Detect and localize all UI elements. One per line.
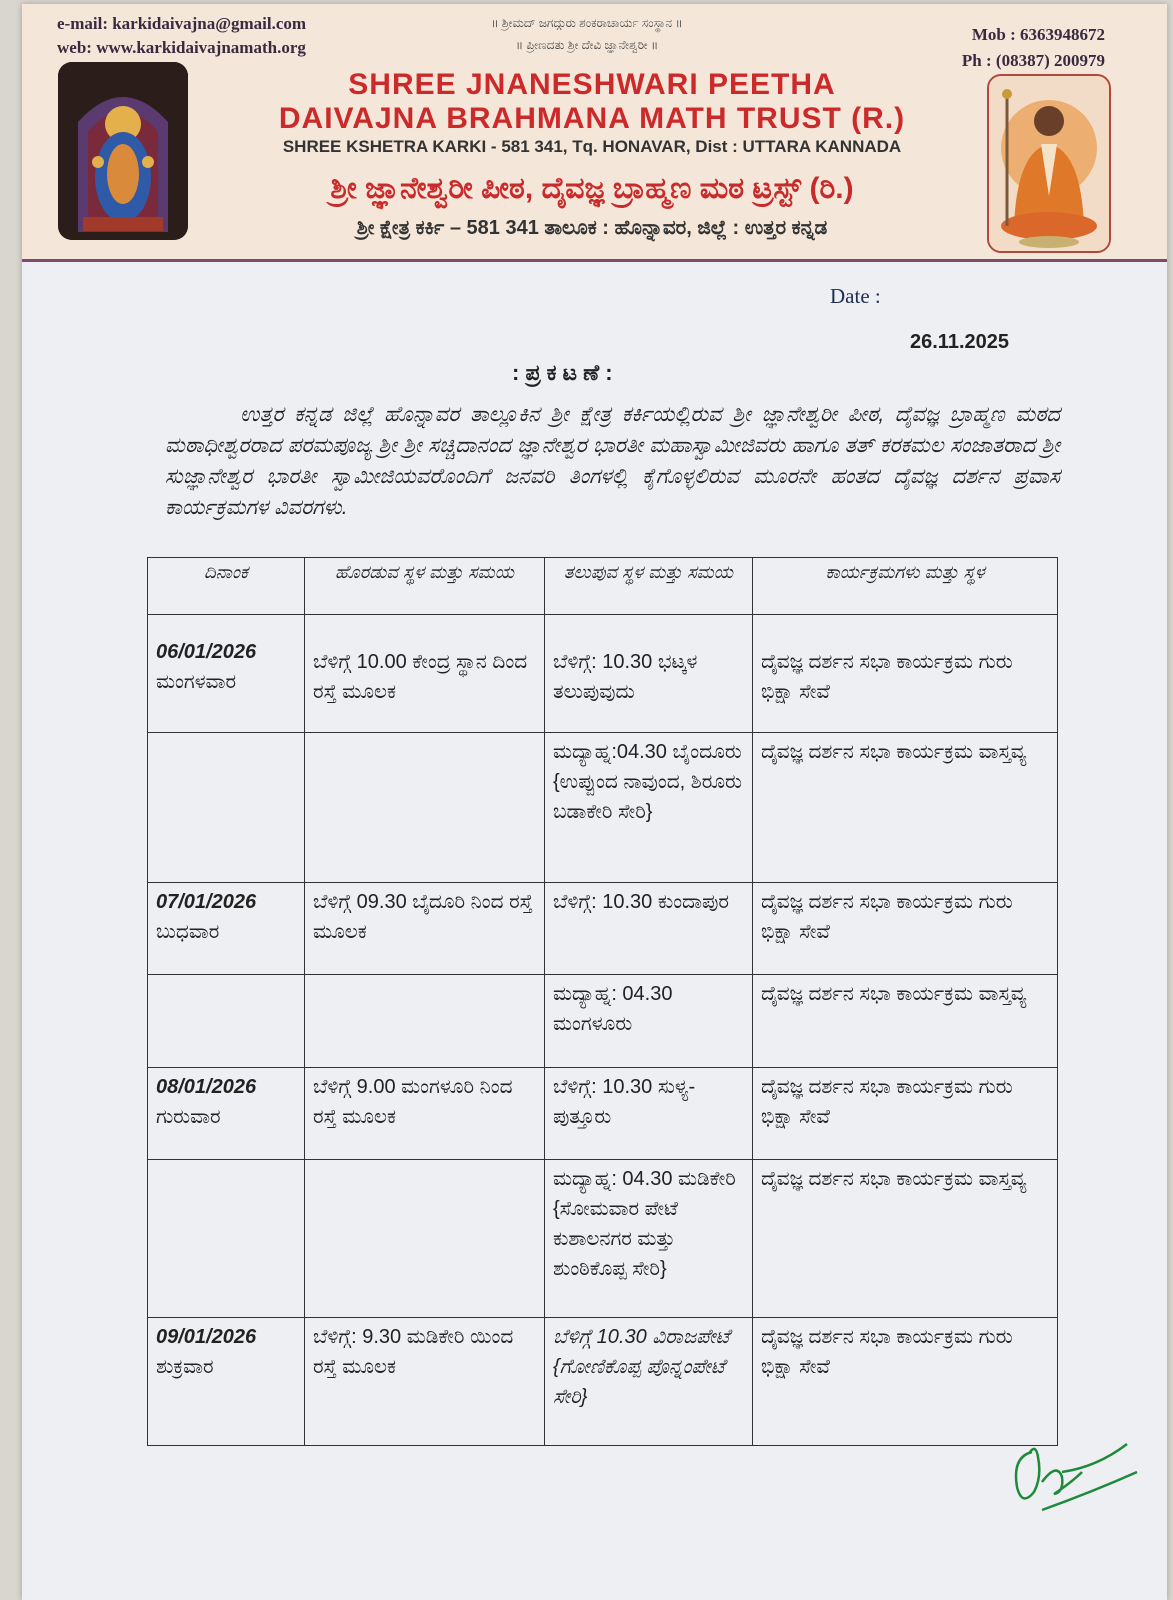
departure-cell <box>305 1318 545 1446</box>
notice-title: : ಪ್ರ ಕ ಟ ಣೆ : <box>512 360 613 385</box>
departure-text: ಬೆಳಿಗ್ಗೆ 9.00 ಮಂಗಳೂರಿ ನಿಂದ ರಸ್ತೆ ಮೂಲಕ <box>313 1076 513 1128</box>
invocation-line2: ॥ ಪ್ರೀಣದತು ಶ್ರೀ ದೇವಿ ಜ್ಞಾನೇಶ್ವರೀ ॥ <box>515 38 659 52</box>
contact-left <box>57 12 306 60</box>
row-date: 09/01/2026 <box>156 1326 257 1348</box>
invocation-line1: ॥ ಶ್ರೀಮದ್ ಜಗದ್ಗುರು ಶಂಕರಾಚಾರ್ಯ ಸಂಸ್ಥಾನ ॥ <box>491 16 683 30</box>
arrival-cell <box>545 1068 753 1160</box>
program-cell <box>753 975 1058 1068</box>
arrival-text: ಬೆಳಿಗ್ಗೆ: 10.30 ಸುಳ್ಯ-ಪುತ್ತೂರು <box>553 1076 696 1128</box>
letterhead <box>22 4 1167 262</box>
program-text: ದೈವಜ್ಞ ದರ್ಶನ ಸಭಾ ಕಾರ್ಯಕ್ರಮ ಗುರು ಭಿಕ್ಷಾ ಸೇವೆ <box>761 1076 1013 1128</box>
phone-text: Ph : (08387) 200979 <box>961 51 1105 70</box>
program-text: ದೈವಜ್ಞ ದರ್ಶನ ಸಭಾ ಕಾರ್ಯಕ್ರಮ ಗುರು ಭಿಕ್ಷಾ ಸೇವೆ <box>761 1326 1013 1378</box>
program-cell <box>753 1068 1058 1160</box>
intro-paragraph: ಉತ್ತರ ಕನ್ನಡ ಜಿಲ್ಲೆ ಹೊನ್ನಾವರ ತಾಲ್ಲೂಕಿನ ಶ್ರೀ ಕ್ಷೇತ್ರ ಕರ್ಕಿಯಲ್ಲಿರುವ ಶ್ರೀ ಜ್ಞಾನೇಶ್ವರೀ ಪೀಠ, ದೈವಜ್ಞ ಬ್ರಾಹ್ಮಣ ಮಠದ ಮಠಾಧೀಶ್ವರರಾದ ಪರಮಪೂಜ್ಯ ಶ್ರೀ ಶ್ರೀ ಸಚ್ಚಿದಾನಂದ ಜ್ಞಾನೇಶ್ವರ ಭಾರತೀ ಮಹಾಸ್ವಾಮೀಜಿವರು ಹಾಗೂ ತತ್ ಕರಕಮಲ ಸಂಜಾತರಾದ ಶ್ರೀ ಸುಜ್ಞಾನೇಶ್ವರ ಭಾರತೀ ಸ್ವಾಮೀಜಿಯವರೊಂದಿಗೆ ಜನವರಿ ತಿಂಗಳಲ್ಲಿ ಕೈಗೊಳ್ಳಲಿರುವ ಮೂರನೇ ಹಂತದ ದೈವಜ್ಞ ದರ್ಶನ ಪ್ರವಾಸ ಕಾರ್ಯಕ್ರಮಗಳ ವಿವರಗಳು. <box>165 403 1060 519</box>
departure-text: ಬೆಳಿಗ್ಗೆ 09.30 ಬೈದೂರಿ ನಿಂದ ರಸ್ತೆ ಮೂಲಕ <box>313 891 533 943</box>
date-cell <box>148 975 305 1068</box>
program-text: ದೈವಜ್ಞ ದರ್ಶನ ಸಭಾ ಕಾರ್ಯಕ್ರಮ ಗುರು ಭಿಕ್ಷಾ ಸೇವೆ <box>761 891 1013 943</box>
table-row <box>148 1068 1058 1160</box>
date-cell <box>148 615 305 733</box>
arrival-cell <box>545 1160 753 1318</box>
email-text: e-mail: karkidaivajna@gmail.com <box>57 14 307 33</box>
departure-cell <box>305 975 545 1068</box>
arrival-cell <box>545 615 753 733</box>
trust-name-line1: SHREE JNANESHWARI PEETHA <box>348 68 836 101</box>
row-day: ಮಂಗಳವಾರ <box>156 671 237 693</box>
arrival-text: ಮದ್ಯಾಹ್ನ: 04.30 ಮಡಿಕೇರಿ {ಸೋಮವಾರ ಪೇಟೆ ಕುಶಾಲನಗರ ಮತ್ತು ಶುಂಠಿಕೊಪ್ಪ ಸೇರಿ} <box>553 1168 736 1280</box>
program-cell <box>753 1160 1058 1318</box>
date-cell <box>148 1068 305 1160</box>
program-cell <box>753 883 1058 975</box>
table-row <box>148 1160 1058 1318</box>
arrival-text: ಬೆಳಿಗ್ಗೆ: 10.30 ಭಟ್ಕಳ ತಲುಪುವುದು <box>553 651 698 703</box>
arrival-cell <box>545 733 753 883</box>
document-page <box>22 4 1167 1600</box>
table-header-row <box>148 558 1058 615</box>
arrival-cell <box>545 883 753 975</box>
swamiji-image <box>987 74 1111 253</box>
header-departure: ಹೊರಡುವ ಸ್ಥಳ ಮತ್ತು ಸಮಯ <box>305 558 545 615</box>
program-text: ದೈವಜ್ಞ ದರ್ಶನ ಸಭಾ ಕಾರ್ಯಕ್ರಮ ವಾಸ್ತವ್ಯ <box>761 741 1027 763</box>
address-kannada: ಶ್ರೀ ಕ್ಷೇತ್ರ ಕರ್ಕಿ – 581 341 ತಾಲೂಕ : ಹೊನ್ನಾವರ, ಜಿಲ್ಲೆ : ಉತ್ತರ ಕನ್ನಡ <box>356 217 828 239</box>
date-value: 26.11.2025 <box>910 331 1009 353</box>
row-day: ಬುಧವಾರ <box>156 921 220 943</box>
row-day: ಶುಕ್ರವಾರ <box>156 1356 214 1378</box>
row-day: ಗುರುವಾರ <box>156 1106 221 1128</box>
signature <box>1002 1422 1152 1522</box>
date-label: Date : <box>830 284 881 308</box>
program-text: ದೈವಜ್ಞ ದರ್ಶನ ಸಭಾ ಕಾರ್ಯಕ್ರಮ ವಾಸ್ತವ್ಯ <box>761 983 1027 1005</box>
table-row <box>148 615 1058 733</box>
table-row <box>148 975 1058 1068</box>
table-row <box>148 883 1058 975</box>
program-text: ದೈವಜ್ಞ ದರ್ಶನ ಸಭಾ ಕಾರ್ಯಕ್ರಮ ವಾಸ್ತವ್ಯ <box>761 1168 1027 1190</box>
departure-text: ಬೆಳಿಗ್ಗೆ 10.00 ಕೇಂದ್ರ ಸ್ಥಾನ ದಿಂದ ರಸ್ತೆ ಮೂಲಕ <box>313 651 528 703</box>
arrival-text: ಮದ್ಯಾಹ್ನ: 04.30 ಮಂಗಳೂರು <box>553 983 673 1035</box>
header-date: ದಿನಾಂಕ <box>148 558 305 615</box>
departure-cell <box>305 883 545 975</box>
departure-cell <box>305 615 545 733</box>
contact-right <box>962 22 1105 74</box>
header-arrival: ತಲುಪುವ ಸ್ಥಳ ಮತ್ತು ಸಮಯ <box>545 558 753 615</box>
arrival-cell <box>545 1318 753 1446</box>
trust-name-line2: DAIVAJNA BRAHMANA MATH TRUST (R.) <box>278 102 906 135</box>
mobile-text: Mob : 6363948672 <box>971 25 1105 44</box>
date-cell <box>148 1318 305 1446</box>
arrival-text: ಬೆಳಿಗ್ಗೆ: 10.30 ಕುಂದಾಪುರ <box>553 891 729 913</box>
departure-text: ಬೆಳಿಗ್ಗೆ: 9.30 ಮಡಿಕೇರಿ ಯಿಂದ ರಸ್ತೆ ಮೂಲಕ <box>313 1326 514 1378</box>
arrival-cell <box>545 975 753 1068</box>
table-row <box>148 1318 1058 1446</box>
program-cell <box>753 615 1058 733</box>
schedule-table <box>147 557 1058 1446</box>
address-english: SHREE KSHETRA KARKI - 581 341, Tq. HONAVAR, Dist : UTTARA KANNADA <box>282 137 902 156</box>
deity-image <box>58 62 188 240</box>
trust-name-kannada: ಶ್ರೀ ಜ್ಞಾನೇಶ್ವರೀ ಪೀಠ, ದೈವಜ್ಞ ಬ್ರಾಹ್ಮಣ ಮಠ ಟ್ರಸ್ಟ್ (ರಿ.) <box>330 172 854 205</box>
date-cell <box>148 1160 305 1318</box>
row-date: 08/01/2026 <box>156 1076 257 1098</box>
header-programs: ಕಾರ್ಯಕ್ರಮಗಳು ಮತ್ತು ಸ್ಥಳ <box>753 558 1058 615</box>
date-cell <box>148 733 305 883</box>
date-cell <box>148 883 305 975</box>
arrival-text: ಬೆಳಿಗ್ಗೆ 10.30 ವಿರಾಜಪೇಟೆ {ಗೋಣಿಕೊಪ್ಪ ಪೊನ್ನಂಪೇಟೆ ಸೇರಿ} <box>553 1326 730 1408</box>
program-text: ದೈವಜ್ಞ ದರ್ಶನ ಸಭಾ ಕಾರ್ಯಕ್ರಮ ಗುರು ಭಿಕ್ಷಾ ಸೇವೆ <box>761 651 1013 703</box>
arrival-text: ಮದ್ಯಾಹ್ನ:04.30 ಬೈಂದೂರು {ಉಪ್ಪುಂದ ನಾವುಂದ, ಶಿರೂರು ಬಡಾಕೇರಿ ಸೇರಿ} <box>553 741 742 823</box>
invocation <box>422 12 752 56</box>
departure-cell <box>305 1160 545 1318</box>
web-text: web: www.karkidaivajnamath.org <box>57 38 306 57</box>
row-date: 07/01/2026 <box>156 891 257 913</box>
departure-cell <box>305 1068 545 1160</box>
departure-cell <box>305 733 545 883</box>
row-date: 06/01/2026 <box>156 641 257 663</box>
program-cell <box>753 733 1058 883</box>
table-row <box>148 733 1058 883</box>
